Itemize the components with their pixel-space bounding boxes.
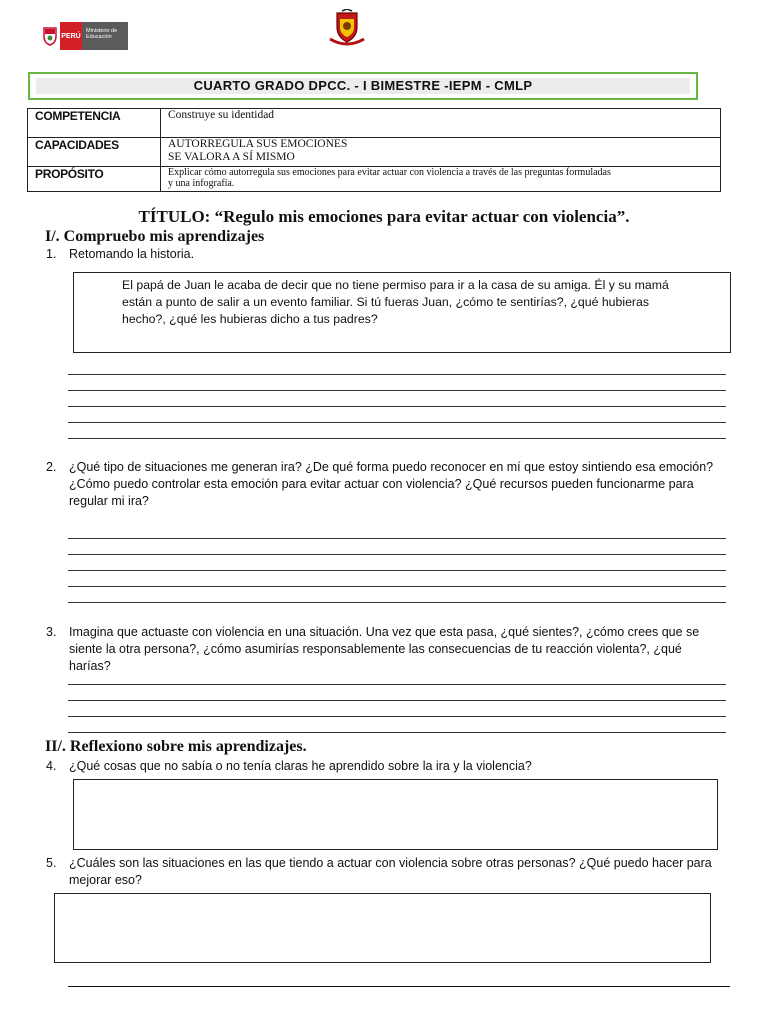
question-number: 2. [46,460,57,474]
story-box: El papá de Juan le acaba de decir que no tiene permiso para ir a la casa de su amiga. Él y su mamá están a punto de salir a un evento familiar. Si tú fueras Juan, ¿cómo te sentirías?, ¿qué hubieras hecho?, ¿qué les hubieras dicho a tus padres? [73,272,731,353]
question-number: 3. [46,625,57,639]
capacidades-line: AUTORREGULA SUS EMOCIONES [168,138,348,150]
ministry-logo [40,22,128,50]
answer-line[interactable] [68,716,726,717]
competencia-label: COMPETENCIA [28,109,161,138]
capacidades-value [161,138,721,167]
question-text: ¿Qué cosas que no sabía o no tenía claras he aprendido sobre la ira y la violencia? [69,759,532,773]
question-4 [46,758,726,775]
table-row [28,167,721,192]
answer-line[interactable] [68,586,726,587]
question-1 [46,246,726,263]
answer-line[interactable] [68,732,726,733]
page-title: TÍTULO: “Regulo mis emociones para evitar actuar con violencia”. [138,207,630,226]
peru-label: PERÚ [60,22,82,50]
answer-line[interactable] [68,602,726,603]
ministry-label: Ministerio de Educación [82,22,128,50]
answer-line[interactable] [68,374,726,375]
answer-line[interactable] [68,406,726,407]
proposito-label: PROPÓSITO [28,167,161,192]
answer-line[interactable] [68,554,726,555]
answer-box-4[interactable] [73,779,718,850]
banner-title: CUARTO GRADO DPCC. - I BIMESTRE -IEPM - CMLP [36,78,690,94]
competencia-value [161,109,721,138]
answer-line[interactable] [68,538,726,539]
answer-box-5[interactable] [54,893,711,963]
footer-rule [68,986,730,987]
question-number: 4. [46,759,57,773]
question-text: Imagina que actuaste con violencia en una situación. Una vez que esta pasa, ¿qué sientes?, ¿cómo crees que se siente la otra persona?, ¿cómo asumirías responsablemente las consecuencias de tu reacción violenta?, ¿qué harías? [69,625,700,673]
question-number: 5. [46,856,57,870]
table-row [28,138,721,167]
proposito-line: y una infografía. [168,178,235,189]
question-text: ¿Cuáles son las situaciones en las que tiendo a actuar con violencia sobre otras personas? ¿Qué puedo hacer para mejorar eso? [69,856,712,887]
proposito-value [161,167,721,192]
answer-line[interactable] [68,422,726,423]
answer-line[interactable] [68,390,726,391]
grade-banner [28,72,698,100]
capacidades-label: CAPACIDADES [28,138,161,167]
school-crest-icon [324,9,370,49]
question-3 [46,624,726,675]
answer-line[interactable] [68,684,726,685]
section-1-heading: I/. Compruebo mis aprendizajes [45,228,265,245]
section-2-heading: II/. Reflexiono sobre mis aprendizajes. [45,738,307,755]
peru-shield-icon [40,22,60,50]
proposito-line: Explicar cómo autorregula sus emociones para evitar actuar con violencia a través de las preguntas formuladas [168,167,611,178]
answer-line[interactable] [68,700,726,701]
answer-line[interactable] [68,438,726,439]
info-table [27,108,721,192]
question-2 [46,459,726,510]
competencia-line: Construye su identidad [168,109,275,121]
answer-line[interactable] [68,570,726,571]
question-text: Retomando la historia. [69,247,195,261]
question-text: ¿Qué tipo de situaciones me generan ira? ¿De qué forma puedo reconocer en mí que estoy sintiendo esa emoción? ¿Cómo puedo controlar esta emoción para evitar actuar con violencia? ¿Qué recursos pueden funcionarme para regular mi ira? [69,460,714,508]
question-5 [46,855,726,889]
table-row [28,109,721,138]
capacidades-line: SE VALORA A SÍ MISMO [168,151,295,163]
question-number: 1. [46,247,57,261]
